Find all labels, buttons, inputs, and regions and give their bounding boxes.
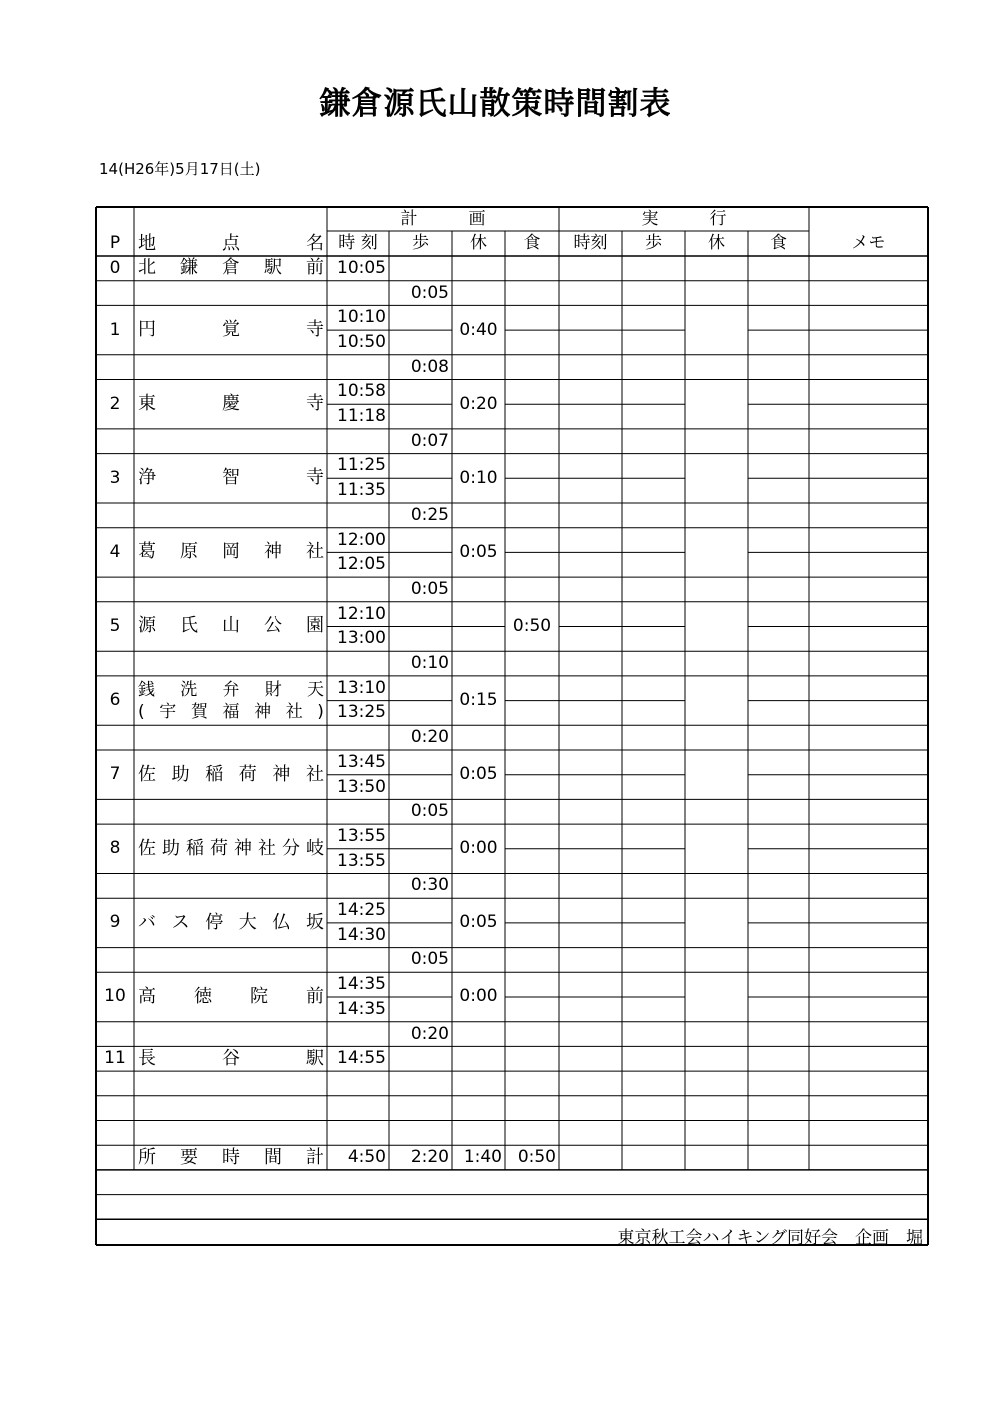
header-actual: 実 行	[641, 208, 727, 229]
planned-rest: 0:10	[459, 467, 498, 488]
planned-time: 10:10	[337, 307, 386, 328]
col-header-rest: 休	[470, 233, 487, 253]
planned-time: 13:10	[337, 677, 386, 698]
total-rest: 1:40	[463, 1147, 502, 1168]
total-time: 4:50	[347, 1147, 386, 1168]
planned-rest: 0:15	[459, 690, 498, 711]
col-header-memo: メモ	[851, 233, 886, 253]
stop-number: 2	[109, 393, 121, 414]
total-meal: 0:50	[517, 1147, 556, 1168]
stop-number: 5	[109, 615, 121, 636]
col-header-place: 地 点 名	[138, 232, 324, 254]
planned-walk: 0:20	[410, 727, 449, 748]
stop-number: 0	[109, 257, 121, 278]
planned-rest: 0:00	[459, 838, 498, 859]
planned-time: 14:30	[337, 924, 386, 945]
total-walk: 2:20	[410, 1147, 449, 1168]
planned-rest: 0:00	[459, 986, 498, 1007]
planned-time: 14:25	[337, 900, 386, 921]
planned-walk: 0:10	[410, 653, 449, 674]
stop-name: 円 覚 寺	[138, 319, 324, 341]
total-label: 所 要 時 間 計	[138, 1146, 324, 1168]
col-header-actual-meal: 食	[770, 233, 787, 253]
stop-name: 東 慶 寺	[138, 393, 324, 415]
planned-time: 14:35	[337, 974, 386, 995]
planned-time: 10:58	[337, 381, 386, 402]
planned-meal: 0:50	[512, 615, 552, 636]
stop-number: 6	[109, 690, 121, 711]
col-header-walk: 歩	[412, 233, 429, 253]
planned-time: 13:50	[337, 776, 386, 797]
stop-number: 3	[109, 467, 121, 488]
planned-time: 12:10	[337, 603, 386, 624]
stop-number: 4	[109, 541, 121, 562]
planned-time: 11:35	[337, 480, 386, 501]
stop-name-line: 銭 洗 弁 財 天	[138, 679, 324, 700]
planned-rest: 0:05	[459, 541, 498, 562]
planned-time: 12:05	[337, 554, 386, 575]
planned-time: 11:25	[337, 455, 386, 476]
organizer-note: 東京秋工会ハイキング同好会 企画 堀	[617, 1228, 923, 1249]
planned-walk: 0:30	[410, 875, 449, 896]
col-header-actual-rest: 休	[708, 233, 725, 253]
stop-number: 9	[109, 912, 121, 933]
stop-number: 10	[104, 986, 126, 1007]
planned-walk: 0:05	[410, 282, 449, 303]
stop-name: 北 鎌 倉 駅 前	[138, 257, 324, 279]
planned-rest: 0:05	[459, 764, 498, 785]
planned-time: 12:00	[337, 529, 386, 550]
planned-time: 13:55	[337, 850, 386, 871]
planned-walk: 0:08	[410, 356, 449, 377]
planned-walk: 0:05	[410, 949, 449, 970]
planned-walk: 0:05	[410, 801, 449, 822]
planned-time: 14:35	[337, 998, 386, 1019]
page-title: 鎌倉源氏山散策時間割表	[319, 86, 672, 122]
planned-rest: 0:40	[459, 319, 498, 340]
stop-name: 佐 助 稲 荷 神 社	[138, 763, 324, 785]
stop-name: 葛 原 岡 神 社	[138, 541, 324, 563]
stop-name	[138, 676, 324, 725]
col-header-meal: 食	[523, 233, 541, 253]
planned-time: 11:18	[337, 406, 386, 427]
planned-time: 13:00	[337, 628, 386, 649]
planned-rest: 0:20	[459, 393, 498, 414]
stop-number: 1	[109, 319, 121, 340]
col-header-time: 時 刻	[338, 233, 378, 253]
planned-time: 14:55	[337, 1048, 386, 1069]
stop-name: 佐 助 稲 荷 神 社 分 岐	[138, 837, 324, 859]
planned-rest: 0:05	[459, 912, 498, 933]
planned-time: 10:50	[337, 331, 386, 352]
event-date: 14(H26年)5月17日(土)	[99, 160, 261, 178]
col-header-actual-time: 時刻	[573, 233, 608, 253]
stop-name-subline: ( 宇 賀 福 神 社 )	[138, 701, 324, 722]
stop-name: 長 谷 駅	[138, 1047, 324, 1069]
planned-time: 13:45	[337, 751, 386, 772]
col-header-p: P	[109, 233, 121, 253]
col-header-actual-walk: 歩	[645, 233, 662, 253]
header-plan: 計 画	[400, 208, 486, 229]
stop-name: 高 徳 院 前	[138, 985, 324, 1007]
planned-time: 13:25	[337, 702, 386, 723]
stop-name: バ ス 停 大 仏 坂	[138, 911, 324, 933]
stop-name: 源 氏 山 公 園	[138, 615, 324, 637]
planned-time: 10:05	[337, 257, 386, 278]
planned-time: 13:55	[337, 825, 386, 846]
stop-name: 浄 智 寺	[138, 467, 324, 489]
stop-number: 8	[109, 838, 121, 859]
stop-number: 11	[104, 1048, 126, 1069]
planned-walk: 0:20	[410, 1023, 449, 1044]
planned-walk: 0:25	[410, 504, 449, 525]
planned-walk: 0:05	[410, 578, 449, 599]
stop-number: 7	[109, 764, 121, 785]
planned-walk: 0:07	[410, 430, 449, 451]
